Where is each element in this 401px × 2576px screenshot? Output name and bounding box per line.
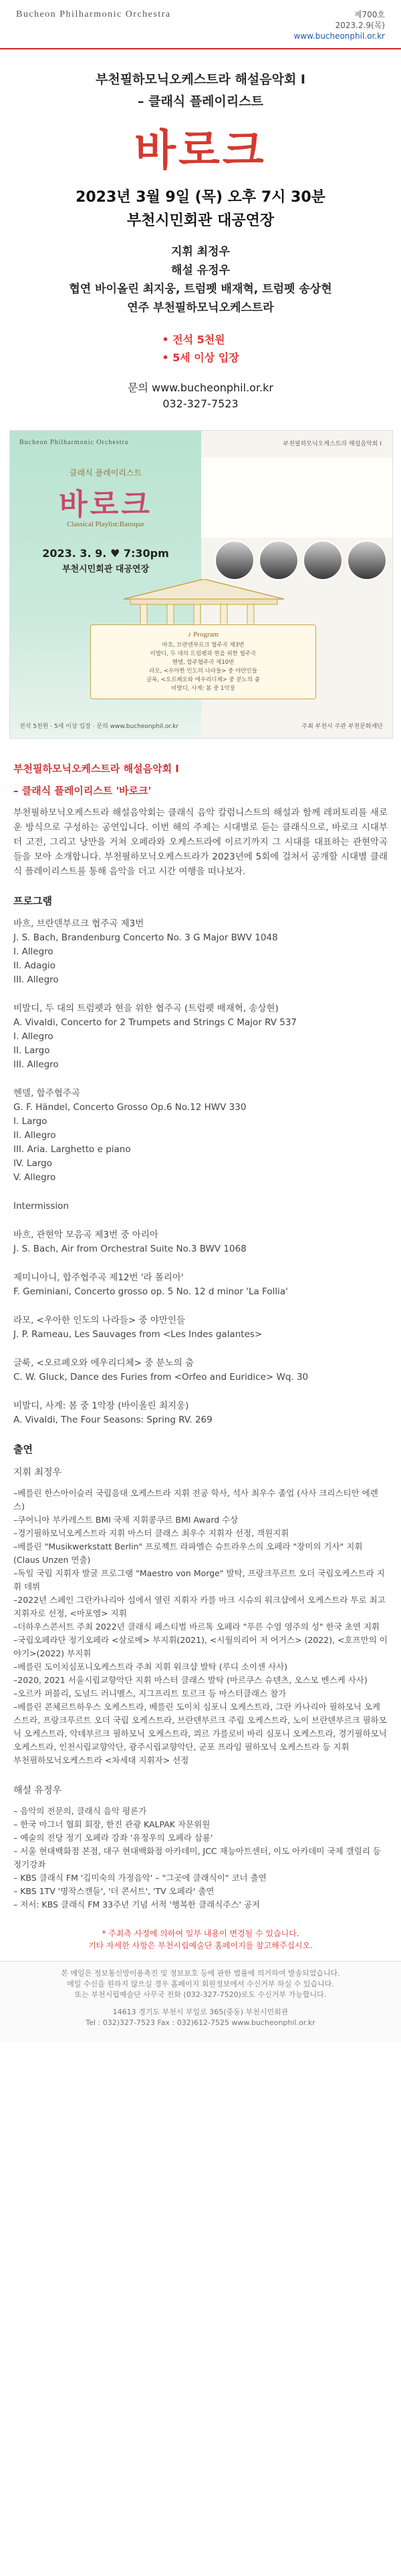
- profile-line: –베를린 "Musikwerkstatt Berlin" 프로젝트 라파엘슨 슈트라우스의 오페라 "장미의 기사" 지휘(Claus Unzen 연출): [13, 1541, 363, 1565]
- credit-orchestra: 연주 부천필하모닉오케스트라: [127, 301, 274, 315]
- piece-line: I. Largo: [13, 1116, 47, 1127]
- program-piece: [13, 1200, 388, 1214]
- profile-line: –독일 국립 지휘자 발굴 프로그램 "Maestro von Morge" 발탁, 프랑크푸르트 오더 국립오케스트라 지휘 데뷔: [13, 1568, 385, 1592]
- profile-line: – 서울 현대백화점 본점, 대구 현대백화점 아카데미, JCC 재능아트센터, 이도 아카데미 국제 갤럴리 등 정기강좌: [13, 1846, 381, 1869]
- orchestra-logo-text: Bucheon Philharmonic Orchestra: [16, 9, 171, 19]
- concert-date: 2023년 3월 9일 (목) 오후 7시 30분: [76, 189, 325, 206]
- piece-line: C. W. Gluck, Dance des Furies from <Orfeo and Euridice> Wq. 30: [13, 1372, 309, 1383]
- performer-photo: [347, 540, 387, 580]
- profile-line: –경기필하모닉오케스트라 지휘 마스터 클래스 최우수 지휘자 선정, 객원지휘: [13, 1528, 289, 1538]
- footer-contact[interactable]: Tel : 032)327-7523 Fax : 032)612-7525 www.bucheonphil.or.kr: [86, 2018, 315, 2027]
- narrator-heading: 해설 유정우: [13, 1785, 62, 1796]
- piece-line: III. Aria. Larghetto e piano: [13, 1144, 131, 1155]
- credit-soloists: 협연 바이올린 최지웅, 트럼펫 배재혁, 트럼펫 송상현: [69, 283, 332, 296]
- profile-line: – 저서: KBS 클래식 FM 33주년 기념 서적 '행복한 클래식주스' 공저: [13, 1899, 261, 1909]
- program-list: [13, 917, 388, 1427]
- piece-line: II. Allegro: [13, 1130, 56, 1141]
- poster-logo: Bucheon Philharmonic Orchestra: [19, 439, 129, 446]
- concert-venue: 부천시민회관 대공연장: [126, 212, 275, 229]
- contact-website[interactable]: 문의 www.bucheonphil.or.kr: [128, 381, 273, 394]
- contact-phone: 032-327-7523: [162, 397, 239, 410]
- credit-conductor: 지휘 최정우: [170, 245, 231, 258]
- profile-line: –베를린 한스아이슬러 국립음대 오케스트라 지휘 전공 학사, 석사 최우수 졸업 (사사 크리스티안 에렌스): [13, 1488, 378, 1511]
- hall-roof-shape: [124, 579, 284, 599]
- piece-line: III. Allegro: [13, 974, 59, 985]
- poster-title: 바로크: [59, 488, 152, 521]
- notice-line: * 주최측 사정에 의하여 일부 내용이 변경될 수 있습니다.: [102, 1929, 299, 1938]
- poster-subtitle: 클래식 플레이리스트: [69, 468, 142, 478]
- piece-line: F. Geminiani, Concerto grosso op. 5 No. 12 d minor 'La Follia': [13, 1286, 288, 1297]
- performer-photo: [303, 540, 343, 580]
- concert-hero: [0, 49, 401, 425]
- concert-poster[interactable]: [9, 430, 393, 739]
- poster-venue: 부천시민회관 대공연장: [61, 564, 150, 574]
- footer-address: 14613 경기도 부천시 부일로 365(중동) 부천시민회관: [112, 2008, 289, 2016]
- cast-heading: 출연: [13, 1443, 33, 1455]
- piece-line: V. Allegro: [13, 1172, 56, 1183]
- profile-line: 부천필하모닉오케스트라 <차세대 지휘자> 선정: [13, 1755, 189, 1765]
- conductor-profile: [13, 1487, 388, 1767]
- orchestra-logo[interactable]: [16, 9, 171, 20]
- profile-line: –오르카 퍼블리, 도널드 러니멜스, 지그프리트 토르크 등 마스터클래스 참가: [13, 1688, 287, 1698]
- piece-line: II. Largo: [13, 1045, 50, 1056]
- poster-right-highlight: [201, 457, 392, 538]
- footer-line: 메일 수신을 원하지 않으실 경우 홈페이지 회원정보에서 수신거부 하실 수 있습니다.: [67, 1980, 334, 1988]
- poster-english-title: Classical Playlist:Baroque: [67, 520, 144, 528]
- concert-title: 바로크: [134, 126, 267, 176]
- issue-number: 제700호: [354, 10, 385, 19]
- program-piece: [13, 917, 388, 987]
- profile-line: –베를린 도이치심포니오케스트라 주최 지휘 워크샵 발탁 (루디 소이센 사사): [13, 1662, 288, 1672]
- poster-program-line: 글룩, <오르페오와 에우리디체> 중 분노의 춤: [146, 677, 261, 683]
- profile-line: – 예술의 전당 정기 오페라 강좌 '유정우의 오페라 삼룡': [13, 1833, 213, 1843]
- conductor-heading: 지휘 최정우: [13, 1467, 62, 1478]
- poster-date: 2023. 3. 9. ♥ 7:30pm: [42, 547, 169, 560]
- narrator-profile: [13, 1805, 388, 1911]
- program-heading: 프로그램: [13, 895, 52, 907]
- piece-title: 비발디, 사계: 봄 중 1악장 (바이올린 최지웅): [13, 1401, 189, 1411]
- profile-line: –베를린 콘체르트하우스 오케스트라, 베를린 도이치 심포니 오케스트라, 그란 카나리아 필하모닉 오케스트라, 프랑크푸르트 오더 국립 오케스트라, 브란덴부르크 주립 오케스트라, 노이 브란덴부르크 필하모닉 오케스트라, 악데부르크 필하모닉 오케스트라, 쾨르 가를로비 바리 심포니 오케스트라, 경기필하모닉 오케스트라, 인천시립교향악단, 광주시립교향악단, 군포 프라임 필하모닉 오케스트라 등 지휘: [13, 1702, 387, 1752]
- piece-title: 비발디, 두 대의 트럼펫과 현을 위한 협주곡 (트럼펫 배재혁, 송상현): [13, 1003, 279, 1014]
- piece-title: 제미니아니, 합주협주곡 제12번 '라 폴리아': [13, 1272, 184, 1283]
- profile-line: –2020, 2021 서울시립교향악단 지휘 마스터 클래스 발탁 (마르쿠스 슈텐츠, 오스모 벤스케 사사): [13, 1675, 368, 1685]
- issue-date: 2023.2.9(목): [335, 21, 385, 30]
- program-piece: [13, 1356, 388, 1385]
- notice-line: 기타 자세한 사항은 부천시립예술단 홈페이지를 참고해주십시오.: [88, 1941, 313, 1950]
- piece-line: IV. Largo: [13, 1158, 52, 1169]
- profile-line: –2022년 스페인 그란카나리아 섬에서 열린 지휘자 카를 마크 시슈의 워크샵에서 오케스트라 투로 최고 지휘자로 선정, <마포엠> 지휘: [13, 1595, 386, 1618]
- poster-program-line: 라모, <우아한 인도의 나라들> 중 야만인들: [149, 668, 257, 675]
- piece-line: II. Adagio: [13, 960, 55, 971]
- poster-program-line: 바흐, 브란덴부르크 협주곡 제3번: [162, 642, 245, 649]
- performer-photo: [259, 540, 299, 580]
- piece-line: J. S. Bach, Air from Orchestral Suite No.3 BWV 1068: [13, 1244, 247, 1254]
- profile-line: – KBS 클래식 FM '김미숙의 가정음악' – "그곳에 클래식이" 코너 출연: [13, 1873, 267, 1883]
- program-piece: [13, 1002, 388, 1072]
- poster-header: 부천필하모닉오케스트라 해설음악회 I: [283, 441, 382, 447]
- profile-line: – 음악의 전문의, 클래식 음악 평론가: [13, 1806, 147, 1816]
- intro-title: 부천필하모닉오케스트라 해설음악회 I: [13, 763, 179, 775]
- newsletter-footer: [0, 1961, 401, 2042]
- profile-line: –더하우스콘서트 주최 2022년 클래식 페스티벌 바르톡 오페라 "푸른 수염 영주의 성" 한국 초연 지휘: [13, 1622, 380, 1632]
- newsletter-body: [0, 747, 401, 1952]
- poster-footer-left: 전석 5천원 · 5세 이상 입장 · 문의 www.bucheonphil.or.kr: [19, 723, 179, 730]
- piece-line: G. F. Händel, Concerto Grosso Op.6 No.12 HWV 330: [13, 1102, 247, 1113]
- profile-line: –국립오페라단 정기오페라 <살로메> 부지휘(2021), <시월의리어 저 어거스> (2022), <호프만의 이야기>(2022) 부지휘: [13, 1635, 388, 1658]
- piece-title: Intermission: [13, 1201, 69, 1212]
- program-piece: [13, 1087, 388, 1185]
- piece-title: 글룩, <오르페오와 에우리디체> 중 분노의 춤: [13, 1358, 194, 1368]
- poster-program-box: [90, 624, 316, 699]
- piece-line: J. P. Rameau, Les Sauvages from <Les Indes galantes>: [13, 1329, 263, 1340]
- profile-line: – 한국 마그너 협회 회장, 한진 관광 KALPAK 자문위원: [13, 1819, 211, 1829]
- notice: [13, 1927, 388, 1952]
- piece-title: 헨델, 합주협주곡: [13, 1088, 80, 1099]
- performer-photos: [215, 540, 387, 580]
- piece-line: A. Vivaldi, Concerto for 2 Trumpets and Strings C Major RV 537: [13, 1017, 297, 1028]
- concert-subtitle: – 클래식 플레이리스트: [138, 94, 263, 109]
- piece-line: I. Allegro: [13, 946, 53, 957]
- poster-section: [0, 425, 401, 747]
- poster-program-line: 비발디, 사계: 봄 중 1악장: [171, 685, 235, 692]
- price-info: [162, 329, 239, 367]
- footer-line: 본 메일은 정보통신망이용촉진 및 정보보호 등에 관한 법률에 의거하여 발송되었습니다.: [61, 1969, 340, 1978]
- concert-series: 부천필하모닉오케스트라 해설음악회 I: [96, 72, 305, 87]
- piece-title: 바흐, 브란덴부르크 협주곡 제3번: [13, 918, 144, 929]
- footer-line: 또는 부천시립예술단 사무국 전화 (032-327-7520)로도 수신거부 가능합니다.: [74, 1990, 327, 1999]
- piece-line: J. S. Bach, Brandenburg Concerto No. 3 G Major BWV 1048: [13, 932, 278, 943]
- piece-line: A. Vivaldi, The Four Seasons: Spring RV. 269: [13, 1415, 213, 1425]
- program-piece: [13, 1228, 388, 1256]
- intro-subtitle: – 클래식 플레이리스트 '바로크': [13, 785, 152, 797]
- poster-program-line: 비발디, 두 대의 트럼펫과 현을 위한 협주곡: [150, 651, 257, 657]
- program-piece: [13, 1399, 388, 1427]
- performer-photo: [215, 540, 255, 580]
- poster-footer-right: 주최 부천시 주관 부천문화재단: [301, 723, 383, 730]
- program-piece: [13, 1271, 388, 1299]
- newsletter-header: [0, 0, 401, 49]
- piece-line: III. Allegro: [13, 1059, 59, 1070]
- credit-narrator: 해설 유정우: [170, 264, 231, 277]
- piece-title: 바흐, 관현악 모음곡 제3번 중 아리아: [13, 1230, 158, 1240]
- profile-line: – KBS 1TV '명작스캔들', '더 콘서트', 'TV 오페라' 출연: [13, 1886, 215, 1896]
- poster-program-line: 헨델, 합주협주곡 제10번: [172, 659, 235, 666]
- poster-program-heading: ♪ Program: [187, 630, 219, 638]
- site-link[interactable]: www.bucheonphil.or.kr: [293, 31, 385, 41]
- piece-title: 라모, <우아한 인도의 나라들> 중 야만인들: [13, 1315, 186, 1326]
- age-limit: • 5세 이상 입장: [162, 351, 239, 364]
- hall-frieze-shape: [130, 599, 277, 604]
- profile-line: –쿠어니아 부카레스트 BMI 국제 지휘콩쿠르 BMI Award 수상: [13, 1515, 239, 1525]
- issue-info: [294, 9, 386, 41]
- intro-paragraph: 부천필하모닉오케스트라 해설음악회는 클래식 음악 칼럼니스트의 해설과 함께 레퍼토리를 새로운 방식으로 구성하는 공연입니다. 이번 해의 주제는 시대별로 듣는 클래식으로, 바로크 시대부터 고전, 그리고 낭만을 거쳐 오페라와 오케스트라에 이르기까지 그 시대를 대표하는 관현악곡들을 모아 소개합니다. 부천필하모닉오케스트라가 2023년에 5회에 걸쳐서 공개할 시대별 클래식 플레이리스트를 통해 음악을 더고 시간 여행을 떠나보자.: [13, 807, 388, 877]
- price-all-seats: • 전석 5천원: [162, 333, 225, 346]
- program-piece: [13, 1314, 388, 1342]
- piece-line: I. Allegro: [13, 1031, 53, 1042]
